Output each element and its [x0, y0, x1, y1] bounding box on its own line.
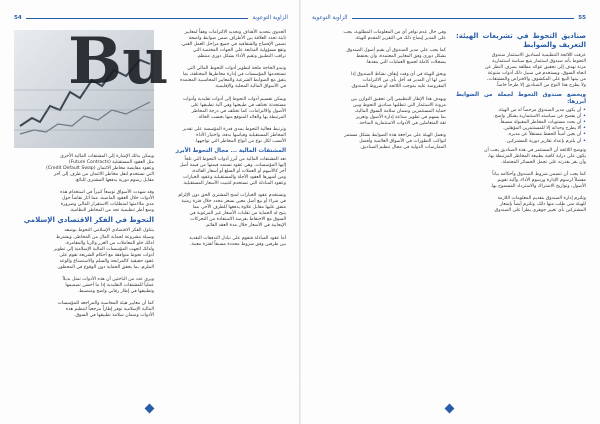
- section-heading: المشتقات المالية ... مجال التحوط الأبرز: [175, 147, 286, 154]
- left-page-header: [14, 12, 288, 24]
- list-intro: ويخضع صندوق التحوط لجملة من الضوابط أبرزها:: [456, 92, 586, 106]
- list-item: • ألا يطرح وحداته إلا للمستثمرين المؤهلين.: [502, 126, 586, 132]
- article-title: صناديق التحوط في تشريعات الهيئة: التعريف والضوابط: [456, 32, 586, 49]
- paragraph: وتوضح اللائحة أن المستثمر في هذه الصناديق يجب أن يكون على دراية كافية بطبيعة المخاطر المرتبطة بها، وأن يقر بقدرته على تحمل الخسائر المحتملة. كما يجب أن تتضمن شروط الصندوق وأحكامه بياناً مفصلاً لرسوم الإدارة ورسوم الأداء، وآلية تقويم الأصول، وتواريخ الاشتراك والاسترداد المسموح بها. وتلتزم إدارة الصندوق بتقديم المعلومات اللازمة للهيئة متى طلب منها ذلك، وتلتزم أيضاً بإشعار المشتركين بأي تغيير جوهري يطرأ على الصندوق.: [484, 147, 586, 214]
- list-item: • أن يعين أميناً للحفظ مستقلاً عن مديره.: [507, 132, 586, 138]
- left-section-title: الزاوية التوعوية: [252, 15, 288, 21]
- list-item: • أن يفصح عن سياسته الاستثمارية بشكل واضح.: [493, 114, 586, 120]
- paragraph: الجدوى بتحديد الأهداف وتحديد الالتزامات وفقاً لمعايير ثابتة تحدد العلاقة بين الأطراف ضمن ضوابط واضحة تضمن الإفصاح والشفافية في جميع مراحل العمل الفني. وتقع مسؤولية المتابعة على الجهات المختصة التي تراقب التطبيق وتقيم الأداء بشكل دوري منتظم. وتبدو الحاجة ملحة لتطوير أدوات التحوط المالي التي تستخدمها المؤسسات في إدارة مخاطرها المختلفة، بما يتفق مع الضوابط الشرعية والمعايير المحاسبية المعتمدة في الأسواق المالية المحلية والإقليمية. ويمكن تقسيم أدوات التحوط إلى أدوات تقليدية وأدوات مستحدثة تختلف في طبيعتها وفي آلية تطبيقها على الأصول والالتزامات، كما تختلف في درجة المخاطر المرتبطة بها والعائد المتوقع منها بحسب الحالة. وترتبط فعالية التحوط بمدى قدرة المؤسسة على تقدير المخاطر المستقبلية وقياسها بدقة، واختيار الأداة الأنسب لكل نوع من أنواع المخاطر التي تواجهها.: [180, 30, 286, 144]
- newspaper-masthead: Bu: [68, 24, 169, 99]
- right-page-number: 55: [578, 15, 586, 21]
- right-page-right-column: [456, 30, 586, 214]
- bullet-icon: •: [581, 126, 586, 132]
- paragraph: يتناول الفكر الاقتصادي الإسلامي التحوط بوصفه وسيلة مشروعة لحماية المال من المخاطر، ويشترط لذلك خلو المعاملات من الغرر والربا والمقامرة، ولذلك اتجهت المؤسسات المالية الإسلامية إلى تطوير أدوات تحوط متوافقة مع أحكام الشريعة تقوم على عقود حقيقية كالمرابحة والسلم والاستصناع والوعد الملزم، بما يحقق الحماية دون الوقوع في المحظور. ويرى عدد من الباحثين أن هذه الأدوات تمثل بديلاً عملياً للمشتقات التقليدية إذا ما أحسن تصميمها وتطبيقها في إطار رقابي واضح ومنضبط. كما أن معايير هيئة المحاسبة والمراجعة للمؤسسات المالية الإسلامية توفر إطاراً مرجعياً لتنظيم هذه الأدوات وضمان سلامة تطبيقها في السوق.: [53, 228, 154, 319]
- right-section-title: الزاوية التوعوية: [312, 15, 348, 21]
- list-item: • أن يكون مدير الصندوق مرخصاً له من الهيئة.: [497, 108, 586, 114]
- right-page-left-column: [314, 30, 446, 151]
- paragraph: وفي حال عدم توافر أي من المعلومات المطلوبة، يجب على المدير إيضاح ذلك في التقرير المقدم للهيئة. كما يجب على مدير الصندوق أن يقيم أصول الصندوق بشكل دوري وفق المعايير المعتمدة، وأن يحتفظ بسجلات كاملة لجميع العمليات التي ينفذها. ويحق للهيئة في أي وقت إيقاف نشاط الصندوق إذا تبين لها أن المدير قد أخل بأي من الالتزامات المفروضة عليه بموجب اللائحة أو شروط الصندوق. ويهدف هذا الإطار التنظيمي إلى تحقيق التوازن بين مرونة الاستثمار التي تتطلبها صناديق التحوط وبين حماية المستثمرين وضمان سلامة السوق المالية، بما يسهم في تطوير صناعة إدارة الأصول وتعزيز ثقة المتعاملين في الأدوات الاستثمارية المتاحة. وتعمل الهيئة على مراجعة هذه الضوابط بشكل مستمر لتواكب التطورات في الأسواق العالمية وأفضل الممارسات الدولية في مجال تنظيم الصناديق.: [343, 30, 446, 150]
- header-rule: [26, 18, 249, 19]
- left-page-number: 54: [14, 15, 22, 21]
- section-heading: التحوط في الفكر الاقتصادي الإسلامي: [23, 216, 154, 225]
- page-end-diamond: [145, 404, 155, 414]
- bullet-icon: •: [581, 108, 586, 114]
- left-page-right-column: [160, 30, 286, 248]
- bullet-icon: •: [581, 114, 586, 120]
- header-rule: [352, 18, 575, 19]
- bullet-icon: •: [581, 138, 586, 144]
- bullet-list: [456, 108, 586, 144]
- list-item: • أن يلتزم بإعداد تقارير دورية للمشتركين.: [505, 138, 586, 144]
- page-end-diamond: [445, 404, 455, 414]
- left-page-left-column: [14, 154, 154, 319]
- list-item: • أن يحدد مستويات المخاطر المقبولة مسبقاً.: [499, 120, 586, 126]
- bullet-icon: •: [581, 120, 586, 126]
- right-page-header: [312, 12, 586, 24]
- financial-newspaper-photo: [14, 24, 169, 148]
- paragraph: عرفت اللائحة التنظيمية لصناديق الاستثمار صندوق التحوط بأنه صندوق استثمار يتبع سياسة استثمارية مرنة تهدف إلى تحقيق عوائد مطلقة بصرف النظر عن اتجاه السوق، ويستخدم في سبيل ذلك أدوات متنوعة من بينها البيع على المكشوف والاقتراض والمشتقات، ولا يطرح هذا النوع من الصناديق إلا طرحاً خاصاً.: [484, 53, 586, 89]
- paragraph: ويمكن بذلك الإشارة إلى المشتقات المالية الأخرى مثل العقود المستقبلية (Future Contracts) وعقود مقايضة مخاطر الائتمان (Credit Default Swap) التي تستخدم لنقل مخاطر الائتمان من طرف إلى آخر مقابل رسوم دورية يدفعها المشتري للبائع. وقد شهدت الأسواق توسعاً كبيراً في استخدام هذه الأدوات خلال العقود الماضية، مما أثار نقاشاً حول مدى ملاءمتها لمتطلبات الاستقرار المالي وضرورة وضع أطر تنظيمية تحد من المخاطر النظامية.: [46, 154, 154, 214]
- right-page: [300, 0, 600, 424]
- paragraph: تعد المشتقات المالية من أبرز أدوات التحوط التي تلجأ إليها المؤسسات، وهي عقود تستمد قيمتها من قيمة أصل آخر كالأسهم أو العملات أو السلع أو أسعار الفائدة، ومن أشهرها العقود الآجلة والمستقبلية وعقود الخيارات وعقود المبادلة التي تستخدم لتثبيت الأسعار المستقبلية. وتستخدم عقود الخيارات لمنح المشتري الحق دون الإلزام في شراء أو بيع أصل معين بسعر محدد خلال فترة زمنية متفق عليها مقابل علاوة يدفعها للطرف الآخر، مما يتيح له الحماية من تقلبات الأسعار غير المرغوبة في السوق مع الاحتفاظ بفرصة الاستفادة من التحركات الإيجابية في الأسعار خلال مدة العقد القائم. أما عقود المبادلة فتقوم على تبادل التدفقات النقدية بين طرفين وفق شروط محددة مسبقاً لفترة معينة.: [178, 156, 286, 247]
- bullet-icon: •: [581, 132, 586, 138]
